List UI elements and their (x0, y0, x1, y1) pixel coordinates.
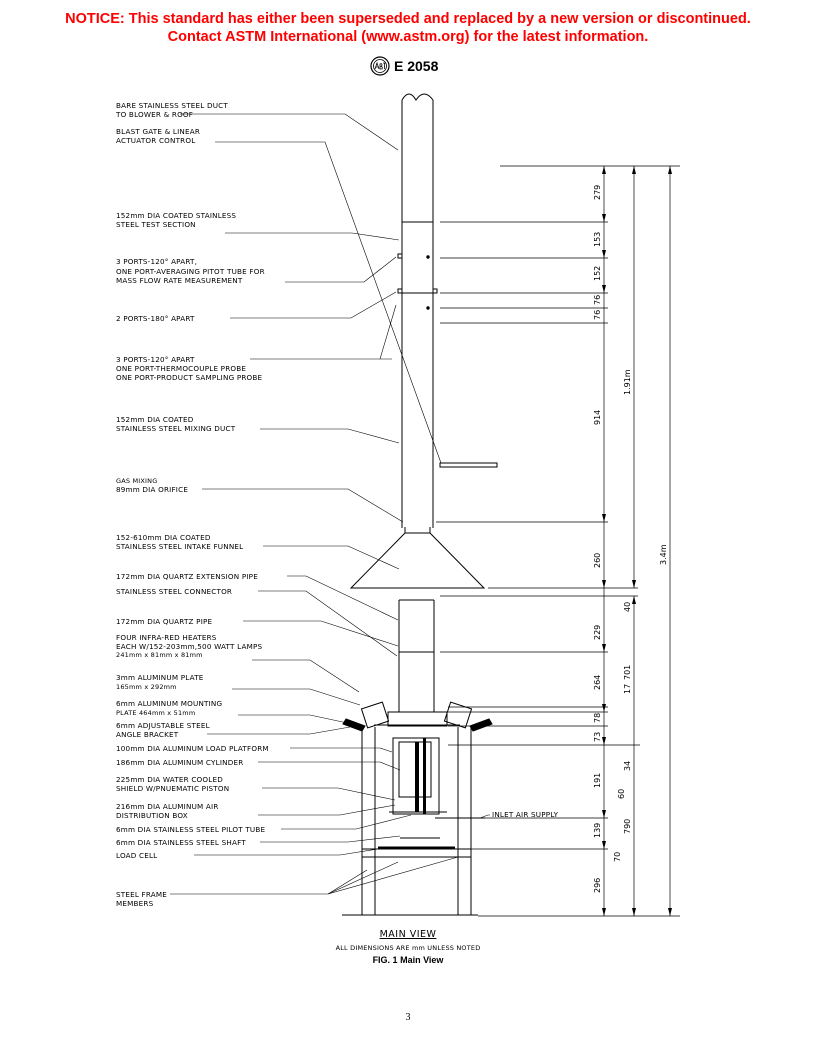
label-mixing-duct-2: STAINLESS STEEL MIXING DUCT (116, 424, 236, 433)
label-3ports-b-2: ONE PORT-THERMOCOUPLE PROBE (116, 364, 247, 373)
label-funnel-1: 152-610mm DIA COATED (116, 533, 211, 542)
dim-153: 153 (593, 231, 602, 247)
label-blast-gate-2: ACTUATOR CONTROL (116, 136, 196, 145)
dim-17: 17 (623, 683, 632, 694)
label-shield-1: 225mm DIA WATER COOLED (116, 775, 223, 784)
label-bare-duct-2: TO BLOWER & ROOF (116, 110, 194, 119)
label-cylinder: 186mm DIA ALUMINUM CYLINDER (116, 758, 244, 767)
label-heaters-2: EACH W/152-203mm,500 WATT LAMPS (116, 642, 263, 651)
dim-78: 78 (593, 712, 602, 723)
dim-790: 790 (623, 818, 632, 834)
label-bracket-1: 6mm ADJUSTABLE STEEL (116, 721, 210, 730)
page-number: 3 (405, 1012, 411, 1023)
dim-914: 914 (593, 409, 602, 425)
dim-34: 34 (623, 760, 632, 771)
dim-139: 139 (593, 822, 602, 838)
label-2ports: 2 PORTS-180° APART (116, 314, 195, 323)
label-al-plate-1: 3mm ALUMINUM PLATE (116, 673, 204, 682)
dim-701: 701 (623, 664, 632, 680)
label-heaters-1: FOUR INFRA-RED HEATERS (116, 633, 217, 642)
label-shield-2: SHIELD W/PNUEMATIC PISTON (116, 784, 230, 793)
figure-caption: FIG. 1 Main View (372, 955, 444, 965)
dim-260: 260 (593, 552, 602, 568)
label-3ports-b-3: ONE PORT-PRODUCT SAMPLING PROBE (116, 373, 263, 382)
dim-3-4m: 3.4m (659, 544, 668, 565)
label-mounting-2: PLATE 464mm x 51mm (116, 709, 196, 717)
dim-70: 70 (613, 851, 622, 862)
label-heaters-3: 241mm x 81mm x 81mm (116, 651, 203, 659)
label-pilot-tube: 6mm DIA STAINLESS STEEL PILOT TUBE (116, 825, 266, 834)
dim-60: 60 (617, 788, 626, 799)
label-frame-1: STEEL FRAME (116, 890, 168, 899)
label-connector: STAINLESS STEEL CONNECTOR (116, 587, 233, 596)
label-mounting-1: 6mm ALUMINUM MOUNTING (116, 699, 223, 708)
dim-76b: 76 (593, 309, 602, 320)
label-quartz-pipe: 172mm DIA QUARTZ PIPE (116, 617, 213, 626)
label-3ports-1: 3 PORTS-120° APART, (116, 257, 198, 266)
label-shaft: 6mm DIA STAINLESS STEEL SHAFT (116, 838, 246, 847)
label-blast-gate-1: BLAST GATE & LINEAR (116, 127, 201, 136)
dim-191: 191 (593, 772, 602, 788)
label-load-cell: LOAD CELL (116, 851, 158, 860)
label-load-platform: 100mm DIA ALUMINUM LOAD PLATFORM (116, 744, 269, 753)
label-bare-duct-1: BARE STAINLESS STEEL DUCT (116, 101, 228, 110)
dim-73: 73 (593, 731, 602, 742)
label-air-box-2: DISTRIBUTION BOX (116, 811, 188, 820)
label-inlet-air: INLET AIR SUPPLY (492, 810, 559, 819)
dim-296: 296 (593, 877, 602, 893)
label-3ports-2: ONE PORT-AVERAGING PITOT TUBE FOR (116, 267, 265, 276)
view-title-text: MAIN VIEW (379, 929, 437, 940)
dimension-note: ALL DIMENSIONS ARE mm UNLESS NOTED (335, 944, 481, 952)
supersede-notice-line-2: Contact ASTM International (www.astm.org) for the latest information. (167, 29, 649, 45)
label-funnel-2: STAINLESS STEEL INTAKE FUNNEL (116, 542, 244, 551)
dim-76a: 76 (593, 294, 602, 305)
label-air-box-1: 216mm DIA ALUMINUM AIR (116, 802, 219, 811)
supersede-notice-line-1: NOTICE: This standard has either been superseded and replaced by a new version or discontinued. (65, 11, 751, 27)
dim-229: 229 (593, 624, 602, 640)
label-test-section-1: 152mm DIA COATED STAINLESS (116, 211, 237, 220)
label-gas-mixing-2: 89mm DIA ORIFICE (116, 485, 189, 494)
label-al-plate-2: 165mm x 292mm (116, 683, 177, 691)
label-3ports-b-1: 3 PORTS-120° APART (116, 355, 195, 364)
label-bracket-2: ANGLE BRACKET (116, 730, 179, 739)
label-3ports-3: MASS FLOW RATE MEASUREMENT (116, 276, 243, 285)
standard-number: E 2058 (394, 58, 439, 74)
dim-264: 264 (593, 674, 602, 690)
dim-40: 40 (623, 601, 632, 612)
label-test-section-2: STEEL TEST SECTION (116, 220, 196, 229)
label-gas-mixing-1: GAS MIXING (116, 477, 158, 485)
label-mixing-duct-1: 152mm DIA COATED (116, 415, 194, 424)
dim-152: 152 (593, 265, 602, 281)
view-title (0, 929, 816, 940)
label-quartz-ext: 172mm DIA QUARTZ EXTENSION PIPE (116, 572, 258, 581)
dim-1-91m: 1.91m (623, 369, 632, 395)
label-frame-2: MEMBERS (116, 899, 154, 908)
dim-279: 279 (593, 184, 602, 200)
